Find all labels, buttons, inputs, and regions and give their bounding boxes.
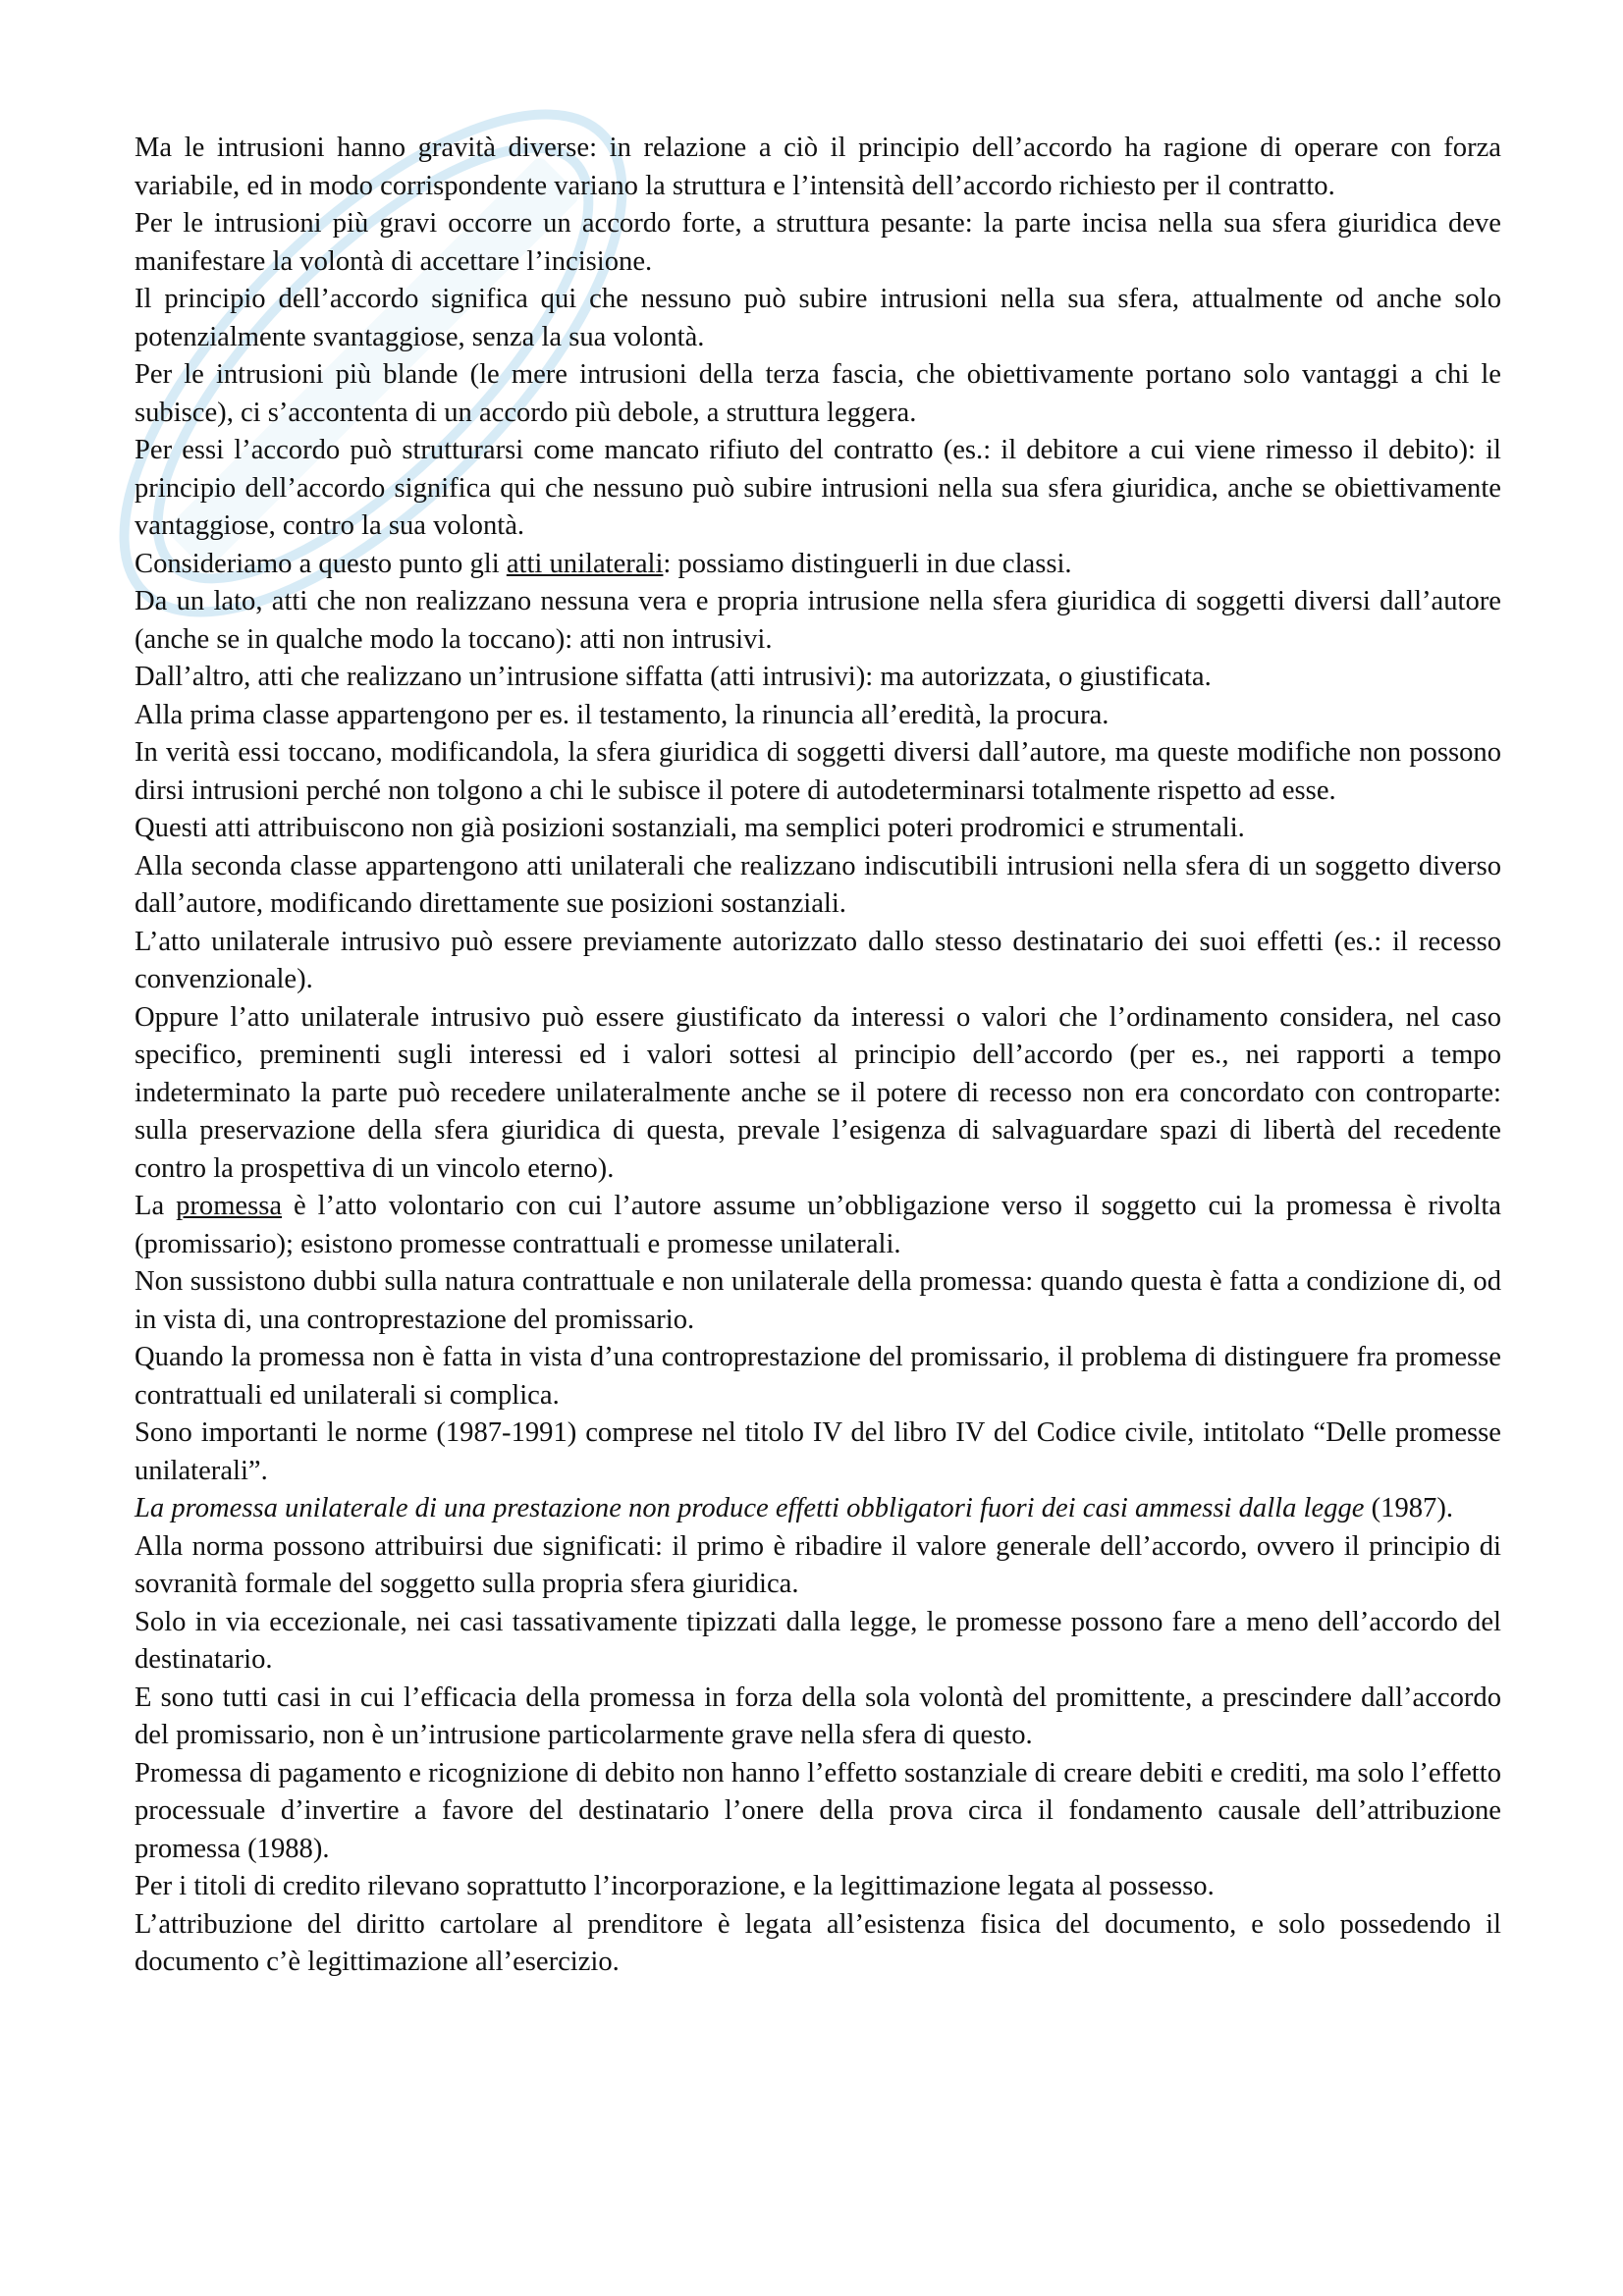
paragraph-8: Dall’altro, atti che realizzano un’intrusione siffatta (atti intrusivi): ma autorizzata, o giustificata. — [135, 662, 1212, 692]
paragraph-18: Sono importanti le norme (1987-1991) comprese nel titolo IV del libro IV del Codice civile, intitolato “Delle promesse unilaterali”. — [135, 1417, 1501, 1486]
paragraph-22: E sono tutti casi in cui l’efficacia della promessa in forza della sola volontà del promittente, a prescindere dall’accordo del promissario, non è un’intrusione particolarmente grave nella sfera di questo. — [135, 1682, 1501, 1750]
paragraph-3: Il principio dell’accordo significa qui che nessuno può subire intrusioni nella sua sfera, attualmente od anche solo potenzialmente svantaggiose, senza la sua volontà. — [135, 284, 1501, 352]
paragraph-15-text-after: è l’atto volontario con cui l’autore assume un’obbligazione verso il soggetto cui la promessa è rivolta (promissario); esistono promesse contrattuali e promesse unilaterali. — [135, 1191, 1501, 1259]
paragraph-1: Ma le intrusioni hanno gravità diverse: in relazione a ciò il principio dell’accordo ha ragione di operare con forza variabile, ed in modo corrispondente variano la struttura e l’intensità dell’accordo richiesto per il contratto. — [135, 133, 1501, 201]
paragraph-6 — [135, 546, 1501, 584]
paragraph-25: L’attribuzione del diritto cartolare al prenditore è legata all’esistenza fisica del documento, e solo possedendo il documento c’è legittimazione all’esercizio. — [135, 1908, 1501, 1977]
paragraph-5: Per essi l’accordo può strutturarsi come mancato rifiuto del contratto (es.: il debitore a cui viene rimesso il debito): il principio dell’accordo significa qui che nessuno può subire intrusioni nella sua sfera giuridica, anche se obiettivamente vantaggiose, contro la sua volontà. — [135, 435, 1501, 541]
paragraph-23: Promessa di pagamento e ricognizione di debito non hanno l’effetto sostanziale di creare debiti e crediti, ma solo l’effetto processuale d’invertire a favore del destinatario l’onere della prova circa il fondamento causale dell’attribuzione promessa (1988). — [135, 1757, 1501, 1864]
paragraph-15 — [135, 1188, 1501, 1263]
paragraph-19 — [135, 1490, 1501, 1528]
paragraph-6-text-before: Consideriamo a questo punto gli — [135, 548, 507, 579]
underlined-term-atti-unilaterali: atti unilaterali — [506, 548, 664, 579]
paragraph-14: Oppure l’atto unilaterale intrusivo può essere giustificato da interessi o valori che l’ordinamento considera, nel caso specifico, preminenti sugli interessi ed i valori sottesi al principio dell’accordo (per es., nei rapporti a tempo indeterminato la parte può recedere unilateralmente anche se il potere di recesso non era concordato con controparte: sulla preservazione della sfera giuridica di questa, prevale l’esigenza di salvaguardare spazi di libertà del recedente contro la prospettiva di un vincolo eterno). — [135, 1001, 1501, 1184]
paragraph-20: Alla norma possono attribuirsi due significati: il primo è ribadire il valore generale dell’accordo, ovvero il principio di sovranità formale del soggetto sulla propria sfera giuridica. — [135, 1530, 1501, 1599]
paragraph-2: Per le intrusioni più gravi occorre un accordo forte, a struttura pesante: la parte incisa nella sua sfera giuridica deve manifestare la volontà di accettare l’incisione. — [135, 208, 1501, 277]
paragraph-12: Alla seconda classe appartengono atti unilaterali che realizzano indiscutibili intrusioni nella sfera di un soggetto diverso dall’autore, modificando direttamente sue posizioni sostanziali. — [135, 850, 1501, 919]
paragraph-21: Solo in via eccezionale, nei casi tassativamente tipizzati dalla legge, le promesse possono fare a meno dell’accordo del destinatario. — [135, 1606, 1501, 1675]
paragraph-9: Alla prima classe appartengono per es. il testamento, la rinuncia all’eredità, la procura. — [135, 699, 1109, 730]
italic-quote-article-1987: La promessa unilaterale di una prestazione non produce effetti obbligatori fuori dei casi ammessi dalla legge — [135, 1493, 1365, 1523]
paragraph-13: L’atto unilaterale intrusivo può essere previamente autorizzato dallo stesso destinatario dei suoi effetti (es.: il recesso convenzionale). — [135, 926, 1501, 994]
document-page — [135, 130, 1501, 1982]
underlined-term-promessa: promessa — [176, 1191, 283, 1221]
paragraph-11: Questi atti attribuiscono non già posizioni sostanziali, ma semplici poteri prodromici e strumentali. — [135, 813, 1245, 843]
paragraph-16: Non sussistono dubbi sulla natura contrattuale e non unilaterale della promessa: quando questa è fatta a condizione di, od in vista di, una controprestazione del promissario. — [135, 1266, 1501, 1335]
paragraph-17: Quando la promessa non è fatta in vista d’una controprestazione del promissario, il problema di distinguere fra promesse contrattuali ed unilaterali si complica. — [135, 1342, 1501, 1411]
paragraph-24: Per i titoli di credito rilevano soprattutto l’incorporazione, e la legittimazione legata al possesso. — [135, 1871, 1215, 1901]
paragraph-10: In verità essi toccano, modificandola, la sfera giuridica di soggetti diversi dall’autore, ma queste modifiche non possono dirsi intrusioni perché non tolgono a chi le subisce il potere di autodeterminarsi totalmente rispetto ad esse. — [135, 737, 1501, 806]
paragraph-4: Per le intrusioni più blande (le mere intrusioni della terza fascia, che obiettivamente portano solo vantaggi a chi le subisce), ci s’accontenta di un accordo più debole, a struttura leggera. — [135, 359, 1501, 428]
paragraph-19-text-after: (1987). — [1364, 1493, 1454, 1523]
paragraph-6-text-after: : possiamo distinguerli in due classi. — [663, 548, 1072, 579]
paragraph-15-text-before: La — [135, 1191, 177, 1221]
paragraph-7: Da un lato, atti che non realizzano nessuna vera e propria intrusione nella sfera giuridica di soggetti diversi dall’autore (anche se in qualche modo la toccano): atti non intrusivi. — [135, 586, 1501, 655]
